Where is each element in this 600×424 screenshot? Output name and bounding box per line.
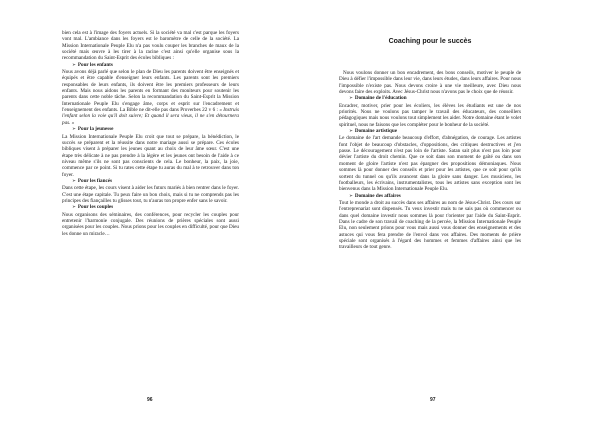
page-number-right: 97 [430, 397, 436, 403]
arrow-right-icon: ➢ [72, 127, 76, 133]
bible-quote: « Instruis l'enfant selon la voie qu'il doit suivre; Et quand il sera vieux, il ne s'en détournera pas. » [62, 107, 239, 126]
section-text-couples: Nous organisons des séminaires, des conférences, pour recycler les couples pour entretenir l'harmonie conjugale. Des réunions de prières spéciales sont aussi organisées pour les couples. Nous prions pour les couples en difficulté, pour que Dieu les donne un miracle… [62, 211, 239, 237]
arrow-right-icon: ➢ [72, 205, 76, 211]
page-number-left: 96 [147, 397, 153, 403]
section-text-artistique: Le domaine de l'art demande beaucoup d'effort, d'abnégation, de courage. Les artistes font l'objet de beaucoup d'obstacles, d'oppositions, des critiques destructives et j'en passe. Le découragement n'est pas loin de l'artiste. Satan sait plus n'est pas loin pour dévier l'artiste du droit chemin. Que ce soit dans son moment de gaîté ou dans son moment de gloire l'artiste n'est pas épargner des propositions démoniaques. Nous sommes là pour donner des conseils et prier pour les artistes, que ce soit pour qu'ils sortent du tunnel ou qu'ils avancent dans la gloire sans danger. Les musiciens, les footballeurs, les écrivains, instrumentalistes, tous les artistes sans exception sont les bienvenus dans la Mission Internationale Peuple Elu. [339, 135, 521, 193]
page-title: Coaching pour le succès [388, 38, 472, 45]
left-column [62, 30, 239, 237]
section-heading-fiances: ➢ Pour les fiancés [72, 177, 113, 184]
section-heading-couples: ➢ Pour les couples [72, 204, 114, 211]
section-text-enfants: Nous avons déjà parlé que selon le plan de Dieu les parents doivent être enseignés et équipés et être capable d'enseigner leurs enfants. Les parents sont les premiers responsables de leurs enfants, ils doivent être les premiers professeurs de leurs enfants. Mais nous aidons les parents en formant des moniteurs pour soutenir les parents dans cette noble tâche. Selon la recommandation du Saint-Esprit la Mission Internationale Peuple Elu s'engage âme, corps et esprit sur l'encadrement et l'enseignement des enfants. La Bible ne dit-elle pas dans Proverbes 22 v 6 : « Instruis l'enfant selon la voie qu'il doit suivre; Et quand il sera vieux, il ne s'en détournera pas. » [62, 69, 239, 126]
section-heading-affaires: ➢ Domaine des affaires [349, 192, 401, 199]
arrow-right-icon: ➢ [349, 129, 353, 135]
section-text-fiances: Dans cette étape, les cours visent à aider les futurs mariés à bien rentrer dans le foyer. C'est une étape capitale. Tu peux faire un bon choix, mais si tu ne comprends pas les principes des fiançailles tu glisses tout, tu n'auras ton propre enfer sans le savoir. [62, 185, 239, 204]
right-page [300, 0, 600, 424]
section-text-education: Encadrer, motiver, prier pour les écoliers, les élèves les étudiants est une de nos priorités. Nous ne voulons pas tamper le travail des éducateurs, des conseillers pédagogiques mais nous voulons tout simplement les aider. Notre domaine étant le volet spirituel, nous ne faisons que les compléter pour le bonheur de la société. [339, 102, 521, 128]
section-text-jeunesse: La Mission Internationale Peuple Elu croit que tout se prépare, la bénédiction, le succès se préparent et la réussite dans notre mariage aussi se prépare. Ces écoles bibliques visent à préparer les jeunes quant au choix de leur âme sœur. C'est une étape très délicate à ne pas prendre à la légère et les jeunes ont besoin de l'aide à ce niveau même s'ils ne sont pas conscients de cela. Le bonheur, la paix, la joie, commence par ce point. Si tu rates cette étape tu auras du mal à te retrouver dans ton foyer. [62, 133, 239, 178]
right-column [339, 70, 521, 251]
section-heading-artistique: ➢ Domaine artistique [349, 128, 397, 135]
arrow-right-icon: ➢ [349, 96, 353, 102]
right-intro: Nous voulons donner un bon encadrement, des bons conseils, motiver le peuple de Dieu à défier l'impossible dans leur vie, dans leurs études, dans leurs affaires. Pour nous l'impossible n'existe pas. Nous devons croire à une vie meilleure, avec Dieu nous devons faire des exploits. Avec Jésus-Christ nous n'avons pas le choix que de réussir. [339, 70, 521, 96]
arrow-right-icon: ➢ [349, 193, 353, 199]
arrow-right-icon: ➢ [72, 62, 76, 68]
section-heading-jeunesse: ➢ Pour la jeunesse [72, 126, 114, 133]
section-heading-enfants: ➢ Pour les enfants [72, 61, 113, 68]
section-text-affaires: Tout le monde a droit au succès dans ses affaires au nom de Jésus-Christ. Des cours sur l'entreprenariat sont dispensés. Tu veux investir mais tu ne sais pas où commencer ou dans quel domaine investir nous sommes là pour t'orienter par l'aide du Saint-Esprit. Dans le cadre de son travail de coaching de la percée, la Mission Internationale Peuple Elu, non seulement prions pour vous mais aussi vous donner des enseignements et des astuces qui vous fera prendre de l'envol dans vos affaires. Des moments de prière spéciale sont organisés à l'égard des hommes et femmes d'affaires ainsi que les travailleurs de tout genre. [339, 199, 521, 251]
arrow-right-icon: ➢ [72, 178, 76, 184]
left-intro: bien cela est à l'image des foyers actuels. Si la société va mal c'est parque les foyers vont mal. L'ambiance dans les foyers est le baromètre de celle de la société. La Mission Internationale Peuple Elu n'a pas voulu couper les branches de maux de la société mais œuvre à les tirer à la racine c'est ainsi qu'elle organise sous la recommandation du Saint-Esprit des écoles bibliques : [62, 30, 239, 62]
section-heading-education: ➢ Domaine de l'éducation [349, 95, 407, 102]
